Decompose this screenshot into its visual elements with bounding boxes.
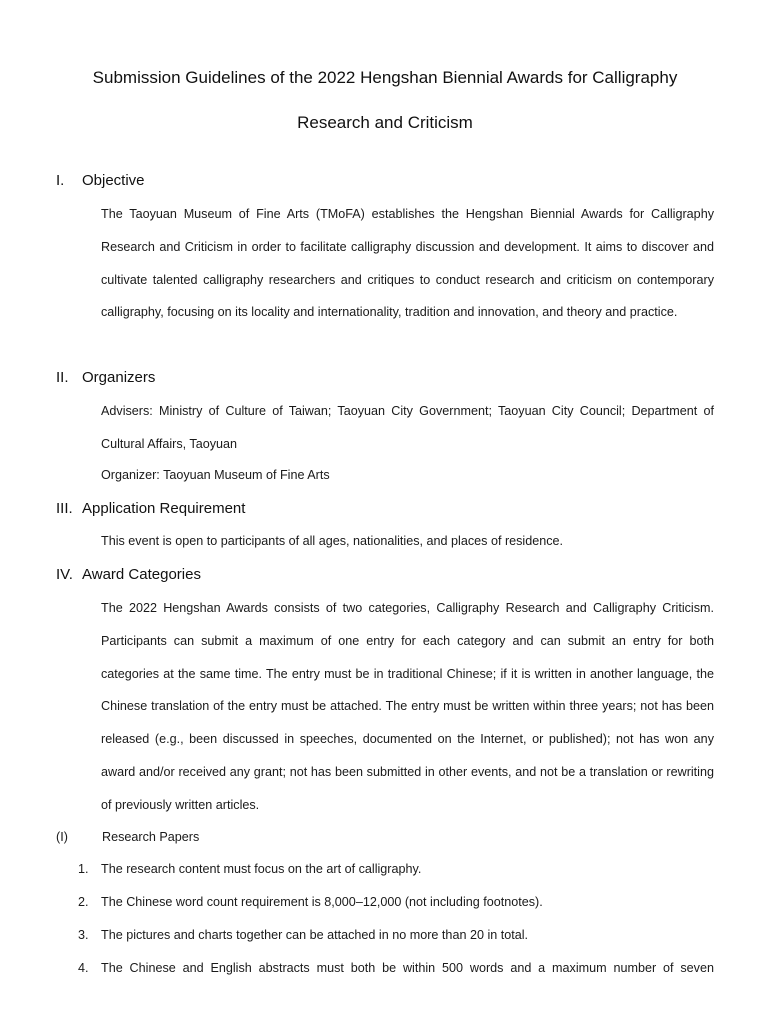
list-item-number: 4. — [78, 961, 89, 975]
section-title: Objective — [82, 172, 145, 189]
section-number: III. — [56, 500, 73, 517]
section-heading-organizers — [56, 369, 155, 386]
document-title-line-1: Submission Guidelines of the 2022 Hengshan Biennial Awards for Calligraphy — [92, 68, 678, 87]
document-title-line-2: Research and Criticism — [297, 113, 473, 132]
list-item: The pictures and charts together can be attached in no more than 20 in total. — [101, 928, 529, 942]
list-item: The Chinese and English abstracts must both be within 500 words and a maximum number of seven — [101, 961, 714, 975]
list-item-number: 1. — [78, 862, 89, 876]
section-title: Organizers — [82, 369, 156, 386]
list-item-number: 3. — [78, 928, 89, 942]
section-title: Award Categories — [82, 566, 201, 583]
list-item: The Chinese word count requirement is 8,000–12,000 (not including footnotes). — [101, 895, 543, 909]
objective-paragraph: The Taoyuan Museum of Fine Arts (TMoFA) establishes the Hengshan Biennial Awards for Calligraphy Research and Criticism in order to facilitate calligraphy discussion and development. It aims to discover and cultivate talented calligraphy researchers and critiques to conduct research and criticism on contemporary calligraphy, focusing on its locality and internationality, tradition and innovation, and theory and practice. — [101, 207, 714, 320]
subsection-title: Research Papers — [102, 830, 200, 844]
organizer-line: Organizer: Taoyuan Museum of Fine Arts — [101, 468, 330, 482]
list-item-number: 2. — [78, 895, 89, 909]
section-number: II. — [56, 369, 69, 386]
award-categories-paragraph: The 2022 Hengshan Awards consists of two categories, Calligraphy Research and Calligraphy Criticism. Participants can submit a maximum of one entry for each category and can submit an entry for both categories at the same time. The entry must be in traditional Chinese; if it is written in another language, the Chinese translation of the entry must be attached. The entry must be written within three years; not has been released (e.g., been discussed in speeches, documented on the Internet, or published); not has won any award and/or received any grant; not has been submitted in other events, and not be a translation or rewriting of previously written articles. — [101, 601, 714, 812]
section-heading-objective — [56, 172, 145, 189]
advisers-paragraph: Advisers: Ministry of Culture of Taiwan; Taoyuan City Government; Taoyuan City Council; Department of Cultural Affairs, Taoyuan — [101, 404, 714, 451]
section-heading-application — [56, 500, 245, 517]
section-number: IV. — [56, 566, 73, 583]
subsection-number: (I) — [56, 830, 68, 844]
list-item: The research content must focus on the art of calligraphy. — [101, 862, 422, 876]
application-paragraph: This event is open to participants of all ages, nationalities, and places of residence. — [101, 534, 564, 548]
section-title: Application Requirement — [82, 500, 246, 517]
section-number: I. — [56, 172, 65, 189]
section-heading-award-categories — [56, 566, 201, 583]
